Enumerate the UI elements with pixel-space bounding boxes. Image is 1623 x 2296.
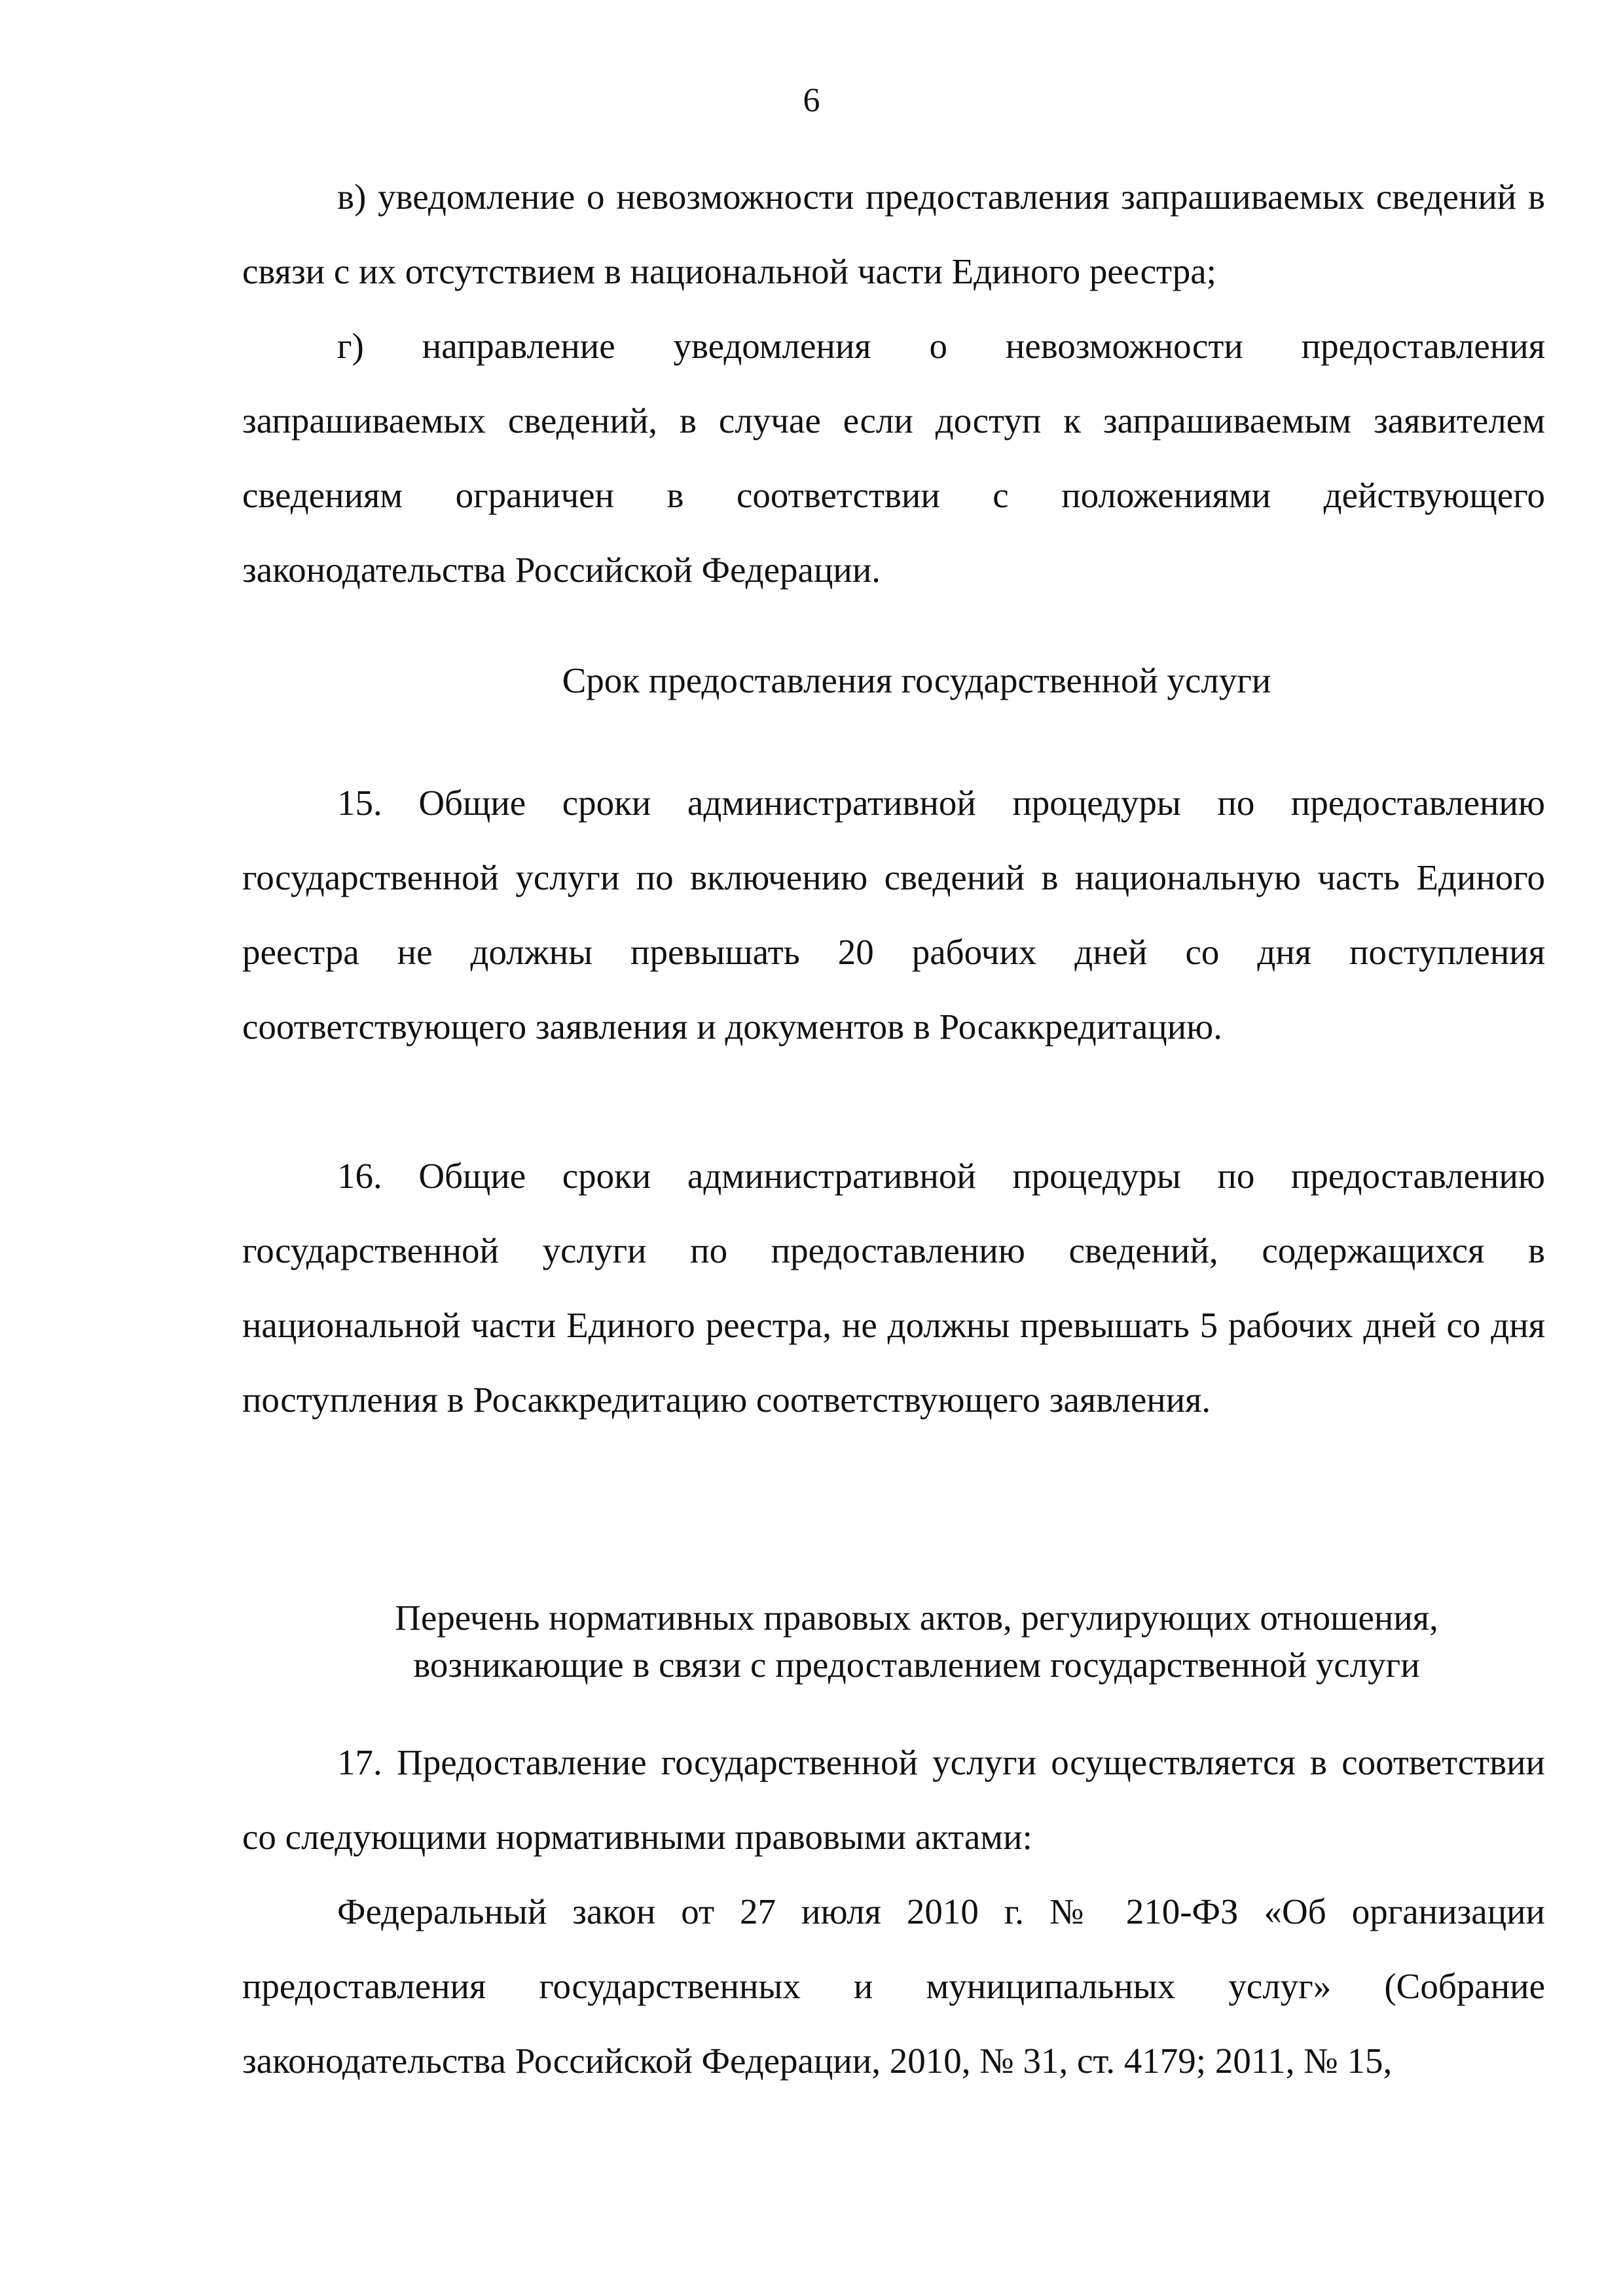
paragraph-17-text: 17. Предоставление государственной услуги осуществляется в соответствии со следующими нормативными правовыми актами: — [242, 1742, 1545, 1857]
paragraph-17 — [242, 1725, 1545, 1874]
section-heading-acts-line1: Перечень нормативных правовых актов, регулирующих отношения, — [395, 1598, 1438, 1638]
item-g-paragraph — [242, 309, 1545, 607]
law-reference-paragraph — [242, 1874, 1545, 2098]
section-heading-term-text: Срок предоставления государственной услуги — [562, 660, 1271, 700]
section-heading-acts — [242, 1594, 1591, 1689]
item-g-text: г) направление уведомления о невозможности предоставления запрашиваемых сведений, в случае если доступ к запрашиваемым заявителем сведениям ограничен в соответствии с положениями действующего законодательства Российской Федерации. — [242, 326, 1545, 590]
paragraph-15-text: 15. Общие сроки административной процедуры по предоставлению государственной услуги по включению сведений в национальную часть Единого реестра не должны превышать 20 рабочих дней со дня поступления соответствующего заявления и документов в Росаккредитацию. — [242, 783, 1545, 1047]
law-reference-text: Федеральный закон от 27 июля 2010 г. № 210-ФЗ «Об организации предоставления государственных и муниципальных услуг» (Собрание законодательства Российской Федерации, 2010, № 31, ст. 4179; 2011, № 15, — [242, 1892, 1545, 2081]
paragraph-16 — [242, 1139, 1545, 1437]
paragraph-16-text: 16. Общие сроки административной процедуры по предоставлению государственной услуги по предоставлению сведений, содержащихся в национальной части Единого реестра, не должны превышать 5 рабочих дней со дня поступления в Росаккредитацию соответствующего заявления. — [242, 1156, 1545, 1420]
section-heading-term — [242, 657, 1591, 704]
item-v-text: в) уведомление о невозможности предоставления запрашиваемых сведений в связи с их отсутствием в национальной части Единого реестра; — [242, 177, 1545, 291]
section-heading-acts-line2: возникающие в связи с предоставлением государственной услуги — [413, 1645, 1420, 1685]
item-v-paragraph — [242, 160, 1545, 309]
page-number: 6 — [803, 82, 820, 119]
paragraph-15 — [242, 766, 1545, 1064]
